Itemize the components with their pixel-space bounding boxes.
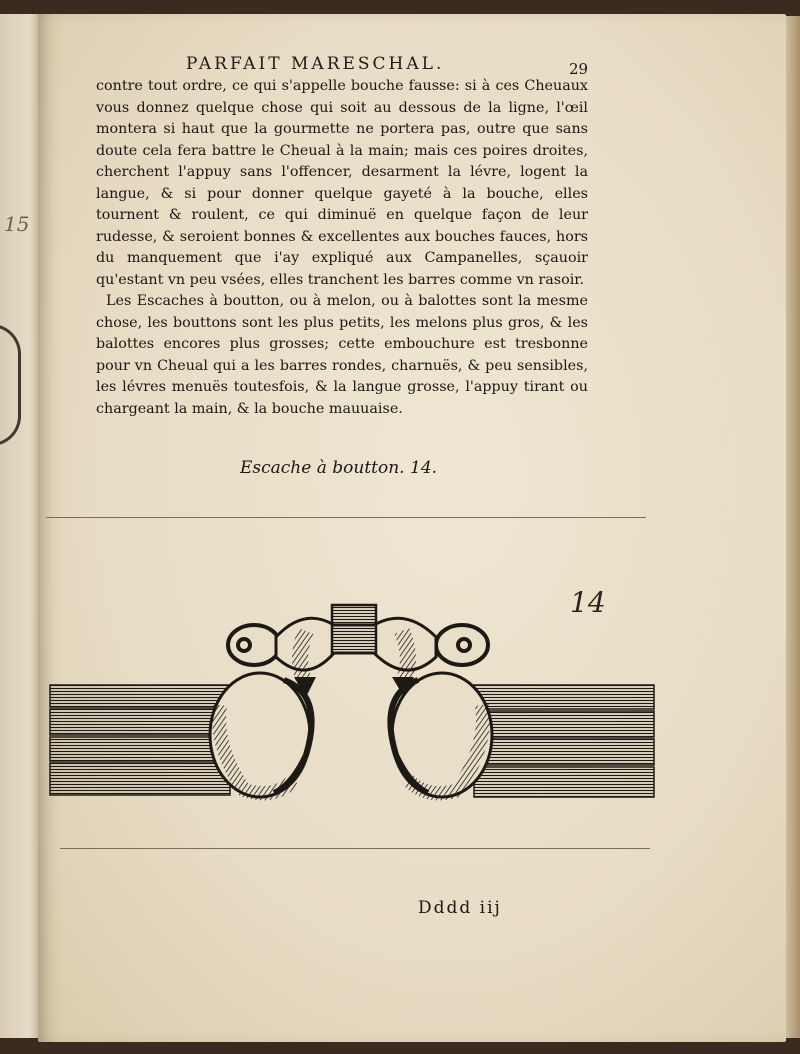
right-bars: [474, 685, 654, 797]
left-bars: [50, 685, 230, 795]
running-head: PARFAIT MARESCHAL.: [186, 54, 445, 74]
facing-page-illustration-fragment: [0, 324, 21, 446]
body-text: [96, 76, 588, 420]
top-rule: [46, 517, 646, 518]
facing-page-edge: [0, 14, 43, 1038]
facing-page-number: 15: [4, 212, 30, 236]
bit-illustration: [44, 585, 660, 815]
caption-text: Escache à boutton.: [240, 458, 405, 478]
figure-number: 14: [570, 586, 606, 619]
figure-caption: [240, 458, 540, 478]
paragraph-2: Les Escaches à boutton, ou à melon, ou à balottes sont la mesme chose, les bouttons sont les plus petits, les melons plus gros, & les balottes encores plus grosses; cette embouchure est tresbonne pour vn Cheual qui a les barres rondes, charnuës, & peu sensibles, les lévres menuës toutesfois, & la langue grosse, l'appuy tirant ou chargeant la main, & la bouche mauuaise.: [96, 293, 588, 417]
paragraph-1: contre tout ordre, ce qui s'appelle bouche fausse: si à ces Cheuaux vous donnez quelque chose qui soit au dessous de la ligne, l'œil montera si haut que la gourmette ne portera pas, outre que sans doute cela fera battre le Cheual à la main; mais ces poires droites, cherchent l'appuy sans l'offencer, desarment la lévre, logent la langue, & si pour donner quelque gayeté à la bouche, elles tournent & roulent, ce qui diminuë en quelque façon de leur rudesse, & seroient bonnes & excellentes aux bouches fauces, hors du manquement que i'ay expliqué aux Campanelles, sçauoir qu'estant vn peu vsées, elles tranchent les barres comme vn rasoir.: [96, 78, 588, 288]
signature-mark: Dddd iij: [418, 898, 502, 918]
caption-number: 14.: [410, 458, 438, 478]
page-number: 29: [569, 60, 589, 78]
bottom-rule: [60, 848, 650, 849]
page-fore-edge: [786, 16, 800, 1038]
left-ring: [210, 673, 312, 797]
